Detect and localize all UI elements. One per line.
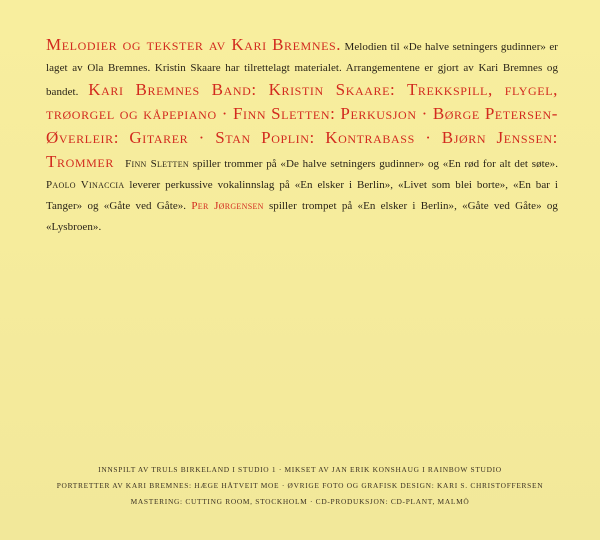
guest-name-per-jorgensen: Per Jørgensen	[191, 200, 264, 212]
production-credits	[30, 462, 570, 510]
songwriting-credit-text: Melodien til «De halve setningers gudinner» er laget av Ola Bremnes. Kristin Skaare har tilrettelagt materialet. Arrangementene er gjort av Kari Bremnes og bandet.	[46, 41, 558, 98]
guest-name-finn-sletten: Finn Sletten	[125, 158, 190, 170]
guest-text-paolo-vinaccia: leverer perkussive vokalinnslag på «En elsker i Berlin», «Livet som blei borte», «En bar i Tanger» og «Gåte ved Gåte».	[46, 179, 558, 212]
guest-name-paolo-vinaccia: Paolo Vinaccia	[46, 179, 125, 191]
credits-paragraph	[46, 34, 558, 238]
band-lineup-heading: Kari Bremnes Band: Kristin Skaare: Trekkspill, flygel, trøorgel og kåpepiano · Finn Sletten: Perkusjon · Børge Petersen-Øverleir: Gitarer · Stan Poplin: Kontrabass · Bjørn Jenssen: Trommer	[46, 80, 558, 171]
guest-text-finn-sletten: spiller trommer på «De halve setningers gudinner» og «En rød for alt det søte».	[189, 158, 559, 170]
songwriting-credit-heading: Melodier og tekster av Kari Bremnes.	[46, 35, 342, 54]
production-credit-line-2: PORTRETTER AV KARI BREMNES: HÆGE HÅTVEIT MOE · ØVRIGE FOTO OG GRAFISK DESIGN: KARI S. CHRISTOFFERSEN	[56, 481, 544, 490]
production-credit-line-3: MASTERING: CUTTING ROOM, STOCKHOLM · CD-PRODUKSJON: CD-PLANT, MALMÖ	[130, 497, 470, 506]
guest-text-per-jorgensen: spiller trompet på «En elsker i Berlin», «Gåte ved Gåte» og «Lysbroen».	[46, 200, 558, 233]
production-credit-line-1: INNSPILT AV TRULS BIRKELAND I STUDIO 1 · MIKSET AV JAN ERIK KONSHAUG I RAINBOW STUDIO	[98, 465, 502, 474]
